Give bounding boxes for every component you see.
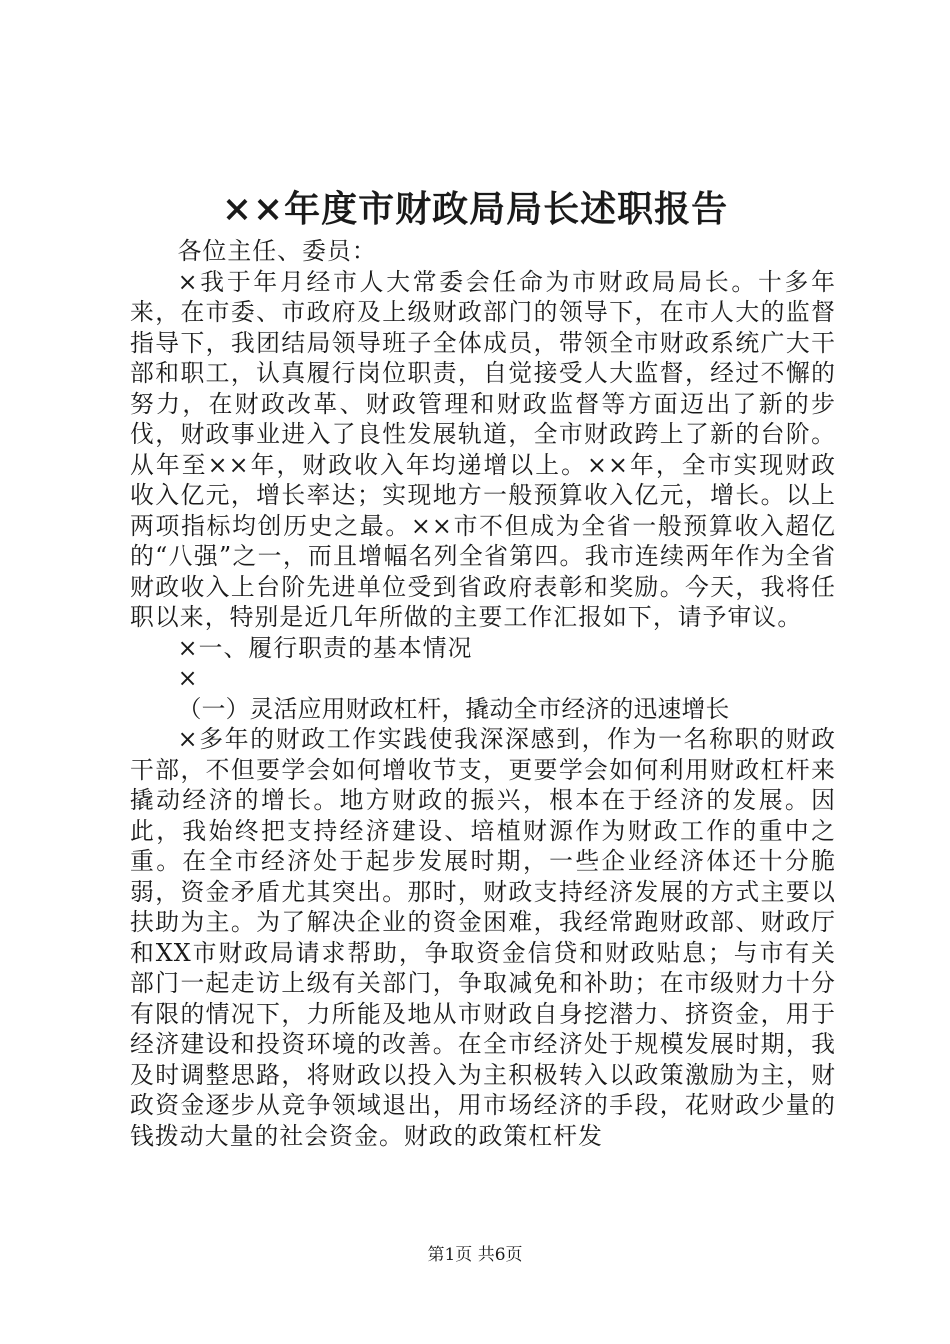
intro-paragraph: ×我于年月经市人大常委会任命为市财政局局长。十多年来，在市委、市政府及上级财政部门的领导下，在市人大的监督指导下，我团结局领导班子全体成员，带领全市财政系统广大干部和职工，认真履行岗位职责，自觉接受人大监督，经过不懈的努力，在财政改革、财政管理和财政监督等方面迈出了新的步伐，财政事业进入了良性发展轨道，全市财政跨上了新的台阶。从年至××年，财政收入年均递增以上。××年，全市实现财政收入亿元，增长率达；实现地方一般预算收入亿元，增长。以上两项指标均创历史之最。××市不但成为全省一般预算收入超亿的“八强”之一，而且增幅名列全省第四。我市连续两年作为全省财政收入上台阶先进单位受到省政府表彰和奖励。今天，我将任职以来，特别是近几年所做的主要工作汇报如下，请予审议。 — [130, 267, 836, 631]
salutation-paragraph: 各位主任、委员： — [177, 237, 377, 265]
body-paragraph: ×多年的财政工作实践使我深深感到，作为一名称职的财政干部，不但要学会如何增收节支，更要学会如何利用财政杠杆来撬动经济的增长。地方财政的振兴，根本在于经济的发展。因此，我始终把支持经济建设、培植财源作为财政工作的重中之重。在全市经济处于起步发展时期，一些企业经济体还十分脆弱，资金矛盾尤其突出。那时，财政支持经济发展的方式主要以扶助为主。为了解决企业的资金困难，我经常跑财政部、财政厅和XX市财政局请求帮助，争取资金信贷和财政贴息；与市有关部门一起走访上级有关部门，争取减免和补助；在市级财力十分有限的情况下，力所能及地从市财政自身挖潜力、挤资金，用于经济建设和投资环境的改善。在全市经济处于规模发展时期，我及时调整思路，将财政以投入为主积极转入以政策激励为主，财政资金逐步从竞争领域退出，用市场经济的手段，花财政少量的钱拨动大量的社会资金。财政的政策杠杆发 — [130, 725, 836, 1150]
page-footer: 第1页 共6页 — [427, 1245, 523, 1265]
document-body — [130, 236, 836, 1151]
placeholder-mark: × — [177, 664, 199, 692]
subsection-heading: （一）灵活应用财政杠杆，撬动全市经济的迅速增长 — [177, 694, 730, 723]
section-heading: ×一、履行职责的基本情况 — [177, 633, 473, 662]
document-title: ××年度市财政局局长述职报告 — [221, 188, 729, 230]
